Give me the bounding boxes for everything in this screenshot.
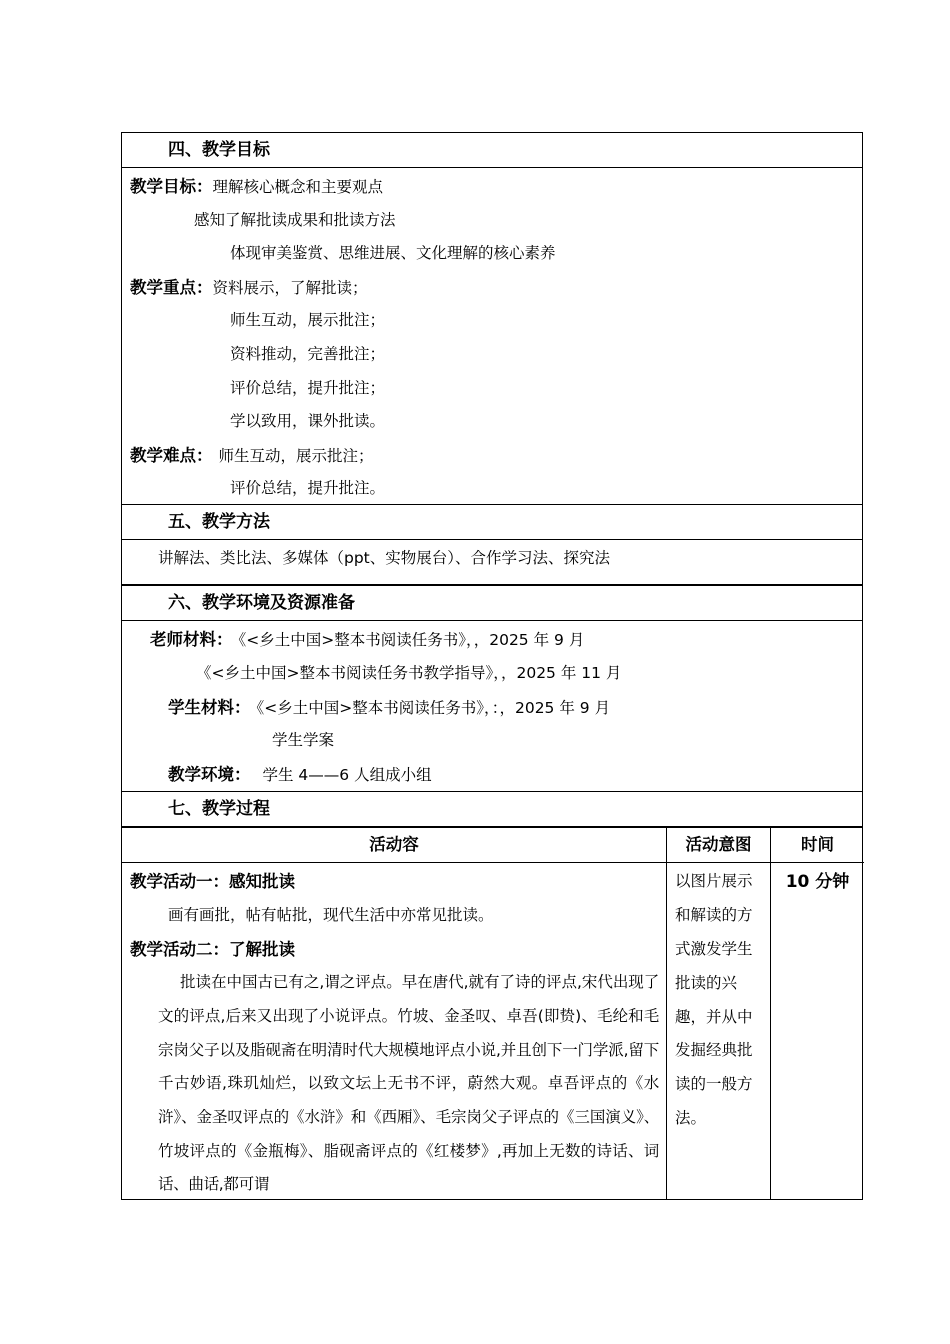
goal-item: 感知了解批读成果和批读方法 bbox=[194, 210, 396, 229]
activity-2-title: 教学活动二：了解批读 bbox=[130, 939, 295, 959]
section-heading-methods: 五、教学方法 bbox=[122, 505, 862, 540]
activity-1-text: 画有画批，帖有帖批，现代生活中亦常见批读。 bbox=[168, 905, 494, 924]
column-header-intent: 活动意图 bbox=[667, 828, 771, 863]
lesson-plan-page bbox=[121, 132, 863, 1200]
key-points-label: 教学重点： bbox=[130, 277, 213, 297]
environment-text: 学生 4——6 人组成小组 bbox=[262, 765, 432, 784]
section-teaching-process bbox=[121, 791, 863, 827]
goal-item: 理解核心概念和主要观点 bbox=[212, 178, 384, 196]
key-point-item: 师生互动，展示批注； bbox=[230, 311, 386, 330]
environment-label: 教学环境： bbox=[168, 764, 251, 784]
column-header-time: 时间 bbox=[771, 828, 864, 863]
goal-item: 体现审美鉴赏、思维进展、文化理解的核心素养 bbox=[230, 244, 556, 263]
section-heading-resources: 六、教学环境及资源准备 bbox=[122, 586, 862, 621]
methods-text: 讲解法、类比法、多媒体（ppt、实物展台）、合作学习法、探究法 bbox=[122, 540, 862, 585]
activity-1-title: 教学活动一：感知批读 bbox=[130, 872, 295, 892]
key-point-item: 评价总结，提升批注； bbox=[230, 378, 386, 397]
activity-intent-text: 以图片展示和解读的方式激发学生批读的兴趣，并从中发掘经典批读的一般方法。 bbox=[675, 872, 753, 1127]
student-materials-label: 学生材料： bbox=[168, 697, 251, 717]
teacher-material-item: 《<乡土中国>整本书阅读任务书》，，2025 年 9 月 bbox=[238, 631, 585, 650]
teacher-material-item: 《<乡土中国>整本书阅读任务书教学指导》，，2025 年 11 月 bbox=[196, 663, 622, 682]
key-point-item: 学以致用，课外批读。 bbox=[230, 412, 386, 431]
section-teaching-methods bbox=[121, 504, 863, 585]
activity-time-cell bbox=[771, 863, 864, 1199]
difficulty-item: 师生互动，展示批注； bbox=[218, 446, 374, 465]
section-heading-goals: 四、教学目标 bbox=[122, 133, 862, 168]
section-heading-process: 七、教学过程 bbox=[122, 792, 862, 827]
activity-2-text: 批读在中国古已有之,谓之评点。早在唐代,就有了诗的评点,宋代出现了文的评点,后来又出现了小说评点。竹坡、金圣叹、卓吾(即贽)、毛纶和毛宗岗父子以及脂砚斋在明清时代大规模地评点小说,并且创下一门学派,留下千古妙语,珠玑灿烂，以致文坛上无书不评，蔚然大观。卓吾评点的《水浒》、金圣叹评点的《水浒》和《西厢》、毛宗岗父子评点的《三国演义》、竹坡评点的《金瓶梅》、脂砚斋评点的《红楼梦》,再加上无数的诗话、词话、曲话,都可谓 bbox=[158, 973, 659, 1194]
key-point-item: 资料推动，完善批注； bbox=[230, 344, 386, 363]
difficulty-label: 教学难点： bbox=[130, 445, 213, 465]
student-material-item: 《<乡土中国>整本书阅读任务书》，：，2025 年 9 月 bbox=[256, 698, 611, 717]
student-material-item: 学生学案 bbox=[272, 731, 335, 750]
activity-intent-cell bbox=[667, 863, 771, 1199]
section-resources bbox=[121, 585, 863, 791]
goals-label: 教学目标： bbox=[130, 177, 213, 196]
column-header-content: 活动容 bbox=[122, 828, 667, 863]
process-table bbox=[121, 827, 863, 1200]
teacher-materials-label: 老师材料： bbox=[150, 630, 233, 650]
difficulty-item: 评价总结，提升批注。 bbox=[230, 479, 386, 498]
section-teaching-goals bbox=[121, 132, 863, 504]
activity-time-text: 10 分钟 bbox=[785, 872, 850, 893]
key-point-item: 资料展示，了解批读； bbox=[212, 278, 368, 297]
activity-content-cell bbox=[122, 863, 667, 1199]
